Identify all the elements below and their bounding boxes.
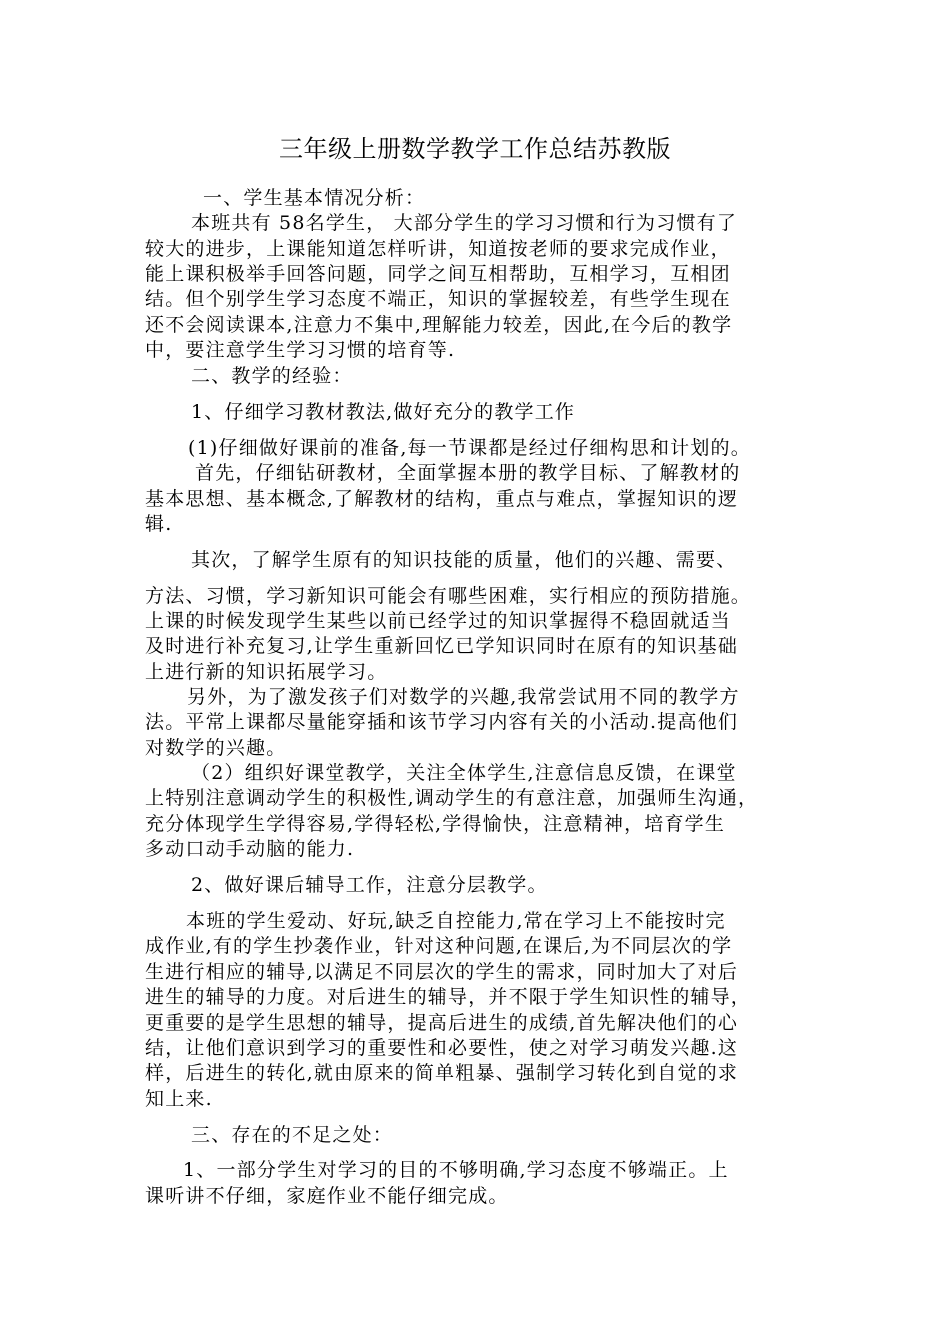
text-line: 对数学的兴趣。 [145, 737, 287, 759]
text-line: 较大的进步，上课能知道怎样听讲，知道按老师的要求完成作业， [145, 238, 731, 260]
text-line: 课听讲不仔细，家庭作业不能仔细完成。 [145, 1185, 509, 1207]
text-line: 充分体现学生学得容易,学得轻松,学得愉快，注意精神，培育学生 [145, 813, 726, 835]
text-line: 基本思想、基本概念,了解教材的结构，重点与难点，掌握知识的逻 [145, 488, 739, 510]
text-line: 1、一部分学生对学习的目的不够明确,学习态度不够端正。上 [183, 1159, 729, 1181]
text-line: 上课的时候发现学生某些以前已经学过的知识掌握得不稳固就适当 [145, 610, 731, 632]
text-line: 多动口动手动脑的能力. [145, 838, 355, 860]
text-line: 进生的辅导的力度。对后进生的辅导，并不限于学生知识性的辅导， [145, 986, 752, 1008]
document-title: 三年级上册数学教学工作总结苏教版 [279, 135, 671, 163]
text-line: 1、仔细学习教材教法,做好充分的教学工作 [191, 401, 576, 423]
text-line: 及时进行补充复习,让学生重新回忆已学知识同时在原有的知识基础 [145, 635, 739, 657]
text-line: 能上课积极举手回答问题，同学之间互相帮助，互相学习，互相团 [145, 263, 731, 285]
text-line: （2）组织好课堂教学，关注全体学生,注意信息反馈，在课堂 [191, 762, 737, 784]
text-line: 二、教学的经验： [191, 365, 353, 387]
text-line: 结，让他们意识到学习的重要性和必要性，使之对学习萌发兴趣.这 [145, 1037, 739, 1059]
text-line: 知上来. [145, 1088, 213, 1110]
text-line: 其次，了解学生原有的知识技能的质量，他们的兴趣、需要、 [191, 549, 737, 571]
text-line: 样，后进生的转化,就由原来的简单粗暴、强制学习转化到自觉的求 [145, 1062, 739, 1084]
text-line: 更重要的是学生思想的辅导，提高后进生的成绩,首先解决他们的心 [145, 1012, 739, 1034]
text-line: 生进行相应的辅导,以满足不同层次的学生的需求，同时加大了对后 [145, 961, 739, 983]
text-line: 还不会阅读课本,注意力不集中,理解能力较差，因此,在今后的教学 [145, 314, 733, 336]
text-line: 一、学生基本情况分析： [203, 187, 426, 209]
text-line: 本班的学生爱动、好玩,缺乏自控能力,常在学习上不能按时完 [186, 910, 726, 932]
text-line: 上进行新的知识拓展学习。 [145, 661, 388, 683]
text-line: 方法、习惯，学习新知识可能会有哪些困难，实行相应的预防措施。 [145, 585, 752, 607]
text-line: 结。但个别学生学习态度不端正，知识的掌握较差，有些学生现在 [145, 288, 731, 310]
text-line: 2、做好课后辅导工作，注意分层教学。 [191, 874, 548, 896]
text-line: 另外，为了激发孩子们对数学的兴趣,我常尝试用不同的教学方 [187, 686, 740, 708]
text-line: 首先，仔细钻研教材，全面掌握本册的教学目标、了解教材的 [195, 462, 741, 484]
text-line: 上特别注意调动学生的积极性,调动学生的有意注意，加强师生沟通， [145, 787, 759, 809]
text-line: (1)仔细做好课前的准备,每一节课都是经过仔细构思和计划的。 [188, 437, 751, 459]
text-line: 成作业,有的学生抄袭作业，针对这种问题,在课后,为不同层次的学 [145, 935, 733, 957]
text-line: 三、存在的不足之处： [191, 1124, 394, 1146]
text-line: 中，要注意学生学习习惯的培育等. [145, 339, 456, 361]
text-line: 辑. [145, 513, 173, 535]
text-line: 本班共有 58名学生， 大部分学生的学习习惯和行为习惯有了 [191, 212, 738, 234]
text-line: 法。平常上课都尽量能穿插和该节学习内容有关的小活动.提高他们 [145, 711, 739, 733]
